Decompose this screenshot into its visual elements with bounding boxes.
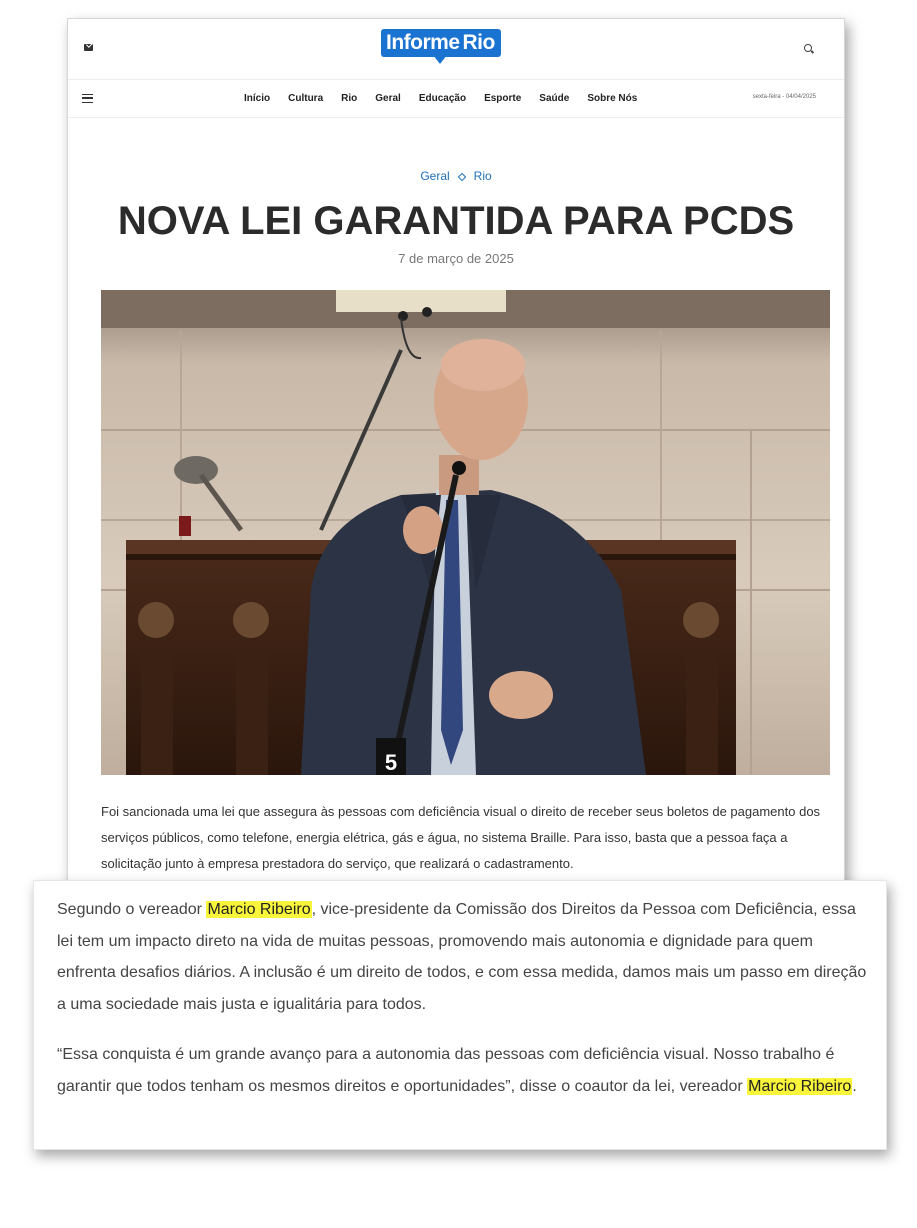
nav-item-esporte[interactable]: Esporte (484, 93, 522, 104)
nav-item-cultura[interactable]: Cultura (288, 93, 324, 104)
site-header (68, 19, 844, 80)
main-nav (68, 80, 844, 118)
nav-item-rio[interactable]: Rio (341, 93, 358, 104)
excerpt-text: “Essa conquista é um grande avanço para a autonomia das pessoas com deficiência visual. Nosso trabalho é garantir que todos tenham os mesmos direitos e oportunidades”, disse o coautor da lei, vereador (57, 1046, 835, 1095)
excerpt-text: . (852, 1077, 857, 1095)
menu-icon[interactable] (82, 94, 93, 103)
nav-item-educacao[interactable]: Educação (418, 93, 467, 104)
nav-items (244, 80, 655, 117)
nav-item-geral[interactable]: Geral (375, 93, 401, 104)
diamond-separator-icon (457, 173, 465, 181)
category-link-geral[interactable]: Geral (420, 169, 450, 183)
zoomed-excerpt (33, 880, 887, 1150)
category-link-rio[interactable]: Rio (473, 169, 492, 183)
nav-item-sobre-nos[interactable]: Sobre Nós (587, 93, 638, 104)
highlighted-name: Marcio Ribeiro (207, 901, 311, 918)
article-date: 7 de março de 2025 (398, 251, 514, 266)
mail-icon[interactable] (84, 44, 93, 51)
article-paragraph-1: Foi sancionada uma lei que assegura às pessoas com deficiência visual o direito de receber seus boletos de pagamento dos serviços públicos, como telefone, energia elétrica, gás e água, no sistema Braille. Para isso, basta que a pessoa faça a solicitação junto à empresa prestadora do serviço, que realizará o cadastramento. (101, 804, 821, 871)
article-title: NOVA LEI GARANTIDA PARA PCDS (117, 199, 795, 243)
excerpt-text: , vice-presidente da Comissão dos Direitos da Pessoa com Deficiência, essa lei tem um impacto direto na vida de muitas pessoas, promovendo mais autonomia e dignidade para quem enfrenta desafios diários. A inclusão é um direito de todos, e com essa medida, damos mais um passo em direção a uma sociedade mais justa e igualitária para todos. (57, 901, 867, 1013)
podium-number: 5 (384, 750, 398, 775)
logo-word-rio: Rio (462, 31, 495, 54)
highlighted-name: Marcio Ribeiro (748, 1077, 852, 1095)
site-logo[interactable] (381, 29, 501, 67)
nav-item-inicio[interactable]: Início (244, 93, 271, 104)
header-date: sexta-feira - 04/04/2025 (752, 94, 816, 100)
excerpt-text: Segundo o vereador (57, 901, 207, 918)
article-photo (101, 290, 830, 775)
nav-item-saude[interactable]: Saúde (539, 93, 570, 104)
search-icon[interactable] (804, 44, 812, 52)
excerpt-paragraph-2 (57, 1039, 867, 1102)
excerpt-paragraph-1 (57, 894, 867, 1020)
article-categories (68, 169, 844, 183)
article-page (67, 18, 845, 900)
logo-word-informe: Informe (386, 31, 460, 54)
